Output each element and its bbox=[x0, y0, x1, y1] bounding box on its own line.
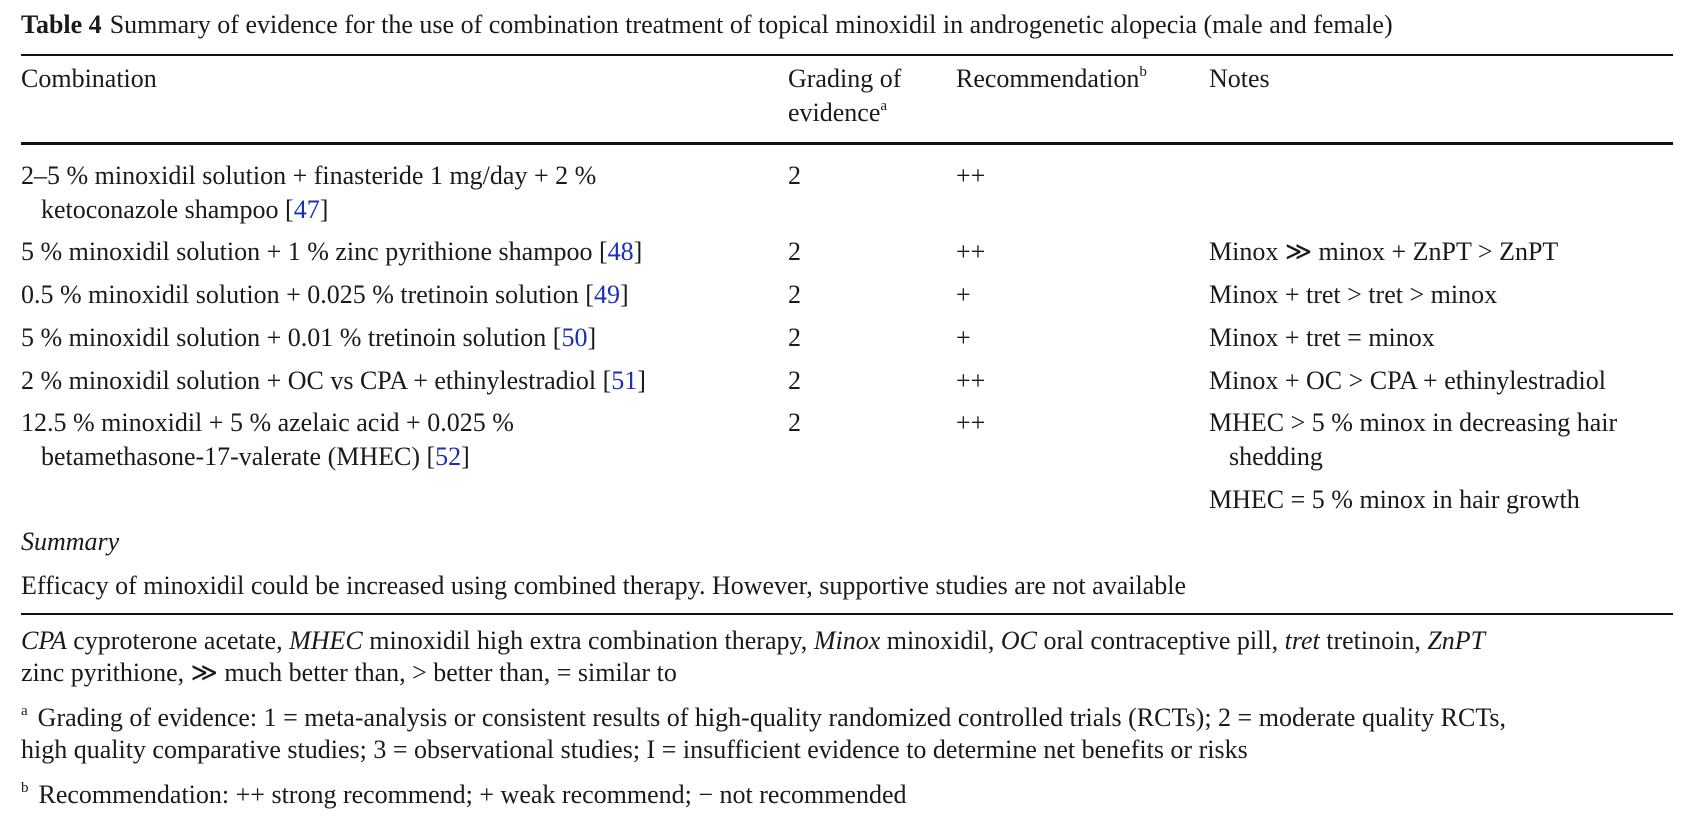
table-row-recommendation: ++ bbox=[956, 237, 986, 266]
abbreviation-definition: cyproterone acetate, bbox=[66, 626, 290, 655]
footnote-a-line1: Grading of evidence: 1 = meta-analysis or consistent results of high-quality randomized controlled trials (RCTs); 2 = moderate quality RCTs, bbox=[37, 703, 1507, 732]
table-row-grading: 2 bbox=[788, 366, 801, 395]
header-recommendation-sup: b bbox=[1139, 64, 1147, 80]
table-row-recommendation: + bbox=[956, 323, 971, 352]
footnote-abbreviations bbox=[21, 625, 1673, 689]
table-caption bbox=[21, 8, 1393, 42]
table-row-combination: 5 % minoxidil solution + 1 % zinc pyrithione shampoo [48] bbox=[21, 237, 643, 266]
header-notes: Notes bbox=[1209, 64, 1270, 93]
footnote-rule bbox=[21, 613, 1673, 615]
abbreviation-term: ZnPT bbox=[1427, 626, 1486, 655]
table-row-notes-extra: MHEC = 5 % minox in hair growth bbox=[1209, 485, 1580, 514]
table-row-recommendation: ++ bbox=[956, 366, 986, 395]
footnote-b-text: Recommendation: ++ strong recommend; + weak recommend; − not recommended bbox=[38, 780, 907, 809]
header-recommendation-label: Recommendation bbox=[956, 64, 1140, 93]
citation-link[interactable]: 48 bbox=[607, 237, 634, 266]
table-label: Table 4 bbox=[21, 10, 102, 39]
table-row-recommendation: ++ bbox=[956, 161, 986, 190]
table-row-combination: 2–5 % minoxidil solution + finasteride 1 mg/day + 2 % ketoconazole shampoo [47] bbox=[21, 161, 597, 224]
citation-link[interactable]: 51 bbox=[611, 366, 638, 395]
footnote-a-marker: a bbox=[21, 703, 28, 719]
header-grading-sup: a bbox=[880, 98, 888, 114]
abbreviation-term: MHEC bbox=[289, 626, 363, 655]
abbreviation-term: OC bbox=[1000, 626, 1037, 655]
top-rule bbox=[21, 54, 1673, 56]
abbreviation-list bbox=[21, 626, 1485, 655]
citation-link[interactable]: 49 bbox=[593, 280, 620, 309]
table-row-combination: 5 % minoxidil solution + 0.01 % tretinoin solution [50] bbox=[21, 323, 597, 352]
summary-title: Summary bbox=[21, 527, 120, 556]
abbreviation-term: tret bbox=[1284, 626, 1320, 655]
citation-link[interactable]: 52 bbox=[435, 442, 462, 471]
table-row-notes: Minox + tret > tret > minox bbox=[1209, 280, 1498, 309]
table-row-recommendation: + bbox=[956, 280, 971, 309]
summary-text: Efficacy of minoxidil could be increased using combined therapy. However, supportive studies are not available bbox=[21, 571, 1186, 600]
abbreviation-definition: minoxidil, bbox=[880, 626, 1001, 655]
abbreviation-line2: zinc pyrithione, ≫ much better than, > better than, = similar to bbox=[21, 658, 677, 687]
citation-link[interactable]: 47 bbox=[293, 195, 320, 224]
abbreviation-definition: tretinoin, bbox=[1319, 626, 1428, 655]
table-row-notes: Minox + tret = minox bbox=[1209, 323, 1435, 352]
citation-link[interactable]: 50 bbox=[561, 323, 588, 352]
table-row-grading: 2 bbox=[788, 237, 801, 266]
table-row-grading: 2 bbox=[788, 161, 801, 190]
header-recommendation bbox=[956, 62, 1147, 96]
abbreviation-definition: minoxidil high extra combination therapy, bbox=[362, 626, 814, 655]
table-row-grading: 2 bbox=[788, 408, 801, 437]
table-row-grading: 2 bbox=[788, 323, 801, 352]
table-row-notes: MHEC > 5 % minox in decreasing hair shedding bbox=[1209, 408, 1618, 471]
table-row-recommendation: ++ bbox=[956, 408, 986, 437]
table-row-notes: Minox + OC > CPA + ethinylestradiol bbox=[1209, 366, 1606, 395]
abbreviation-term: CPA bbox=[21, 626, 67, 655]
header-grading-line2: evidence bbox=[788, 98, 881, 127]
table-row-combination: 0.5 % minoxidil solution + 0.025 % tretinoin solution [49] bbox=[21, 280, 629, 309]
table-row-grading: 2 bbox=[788, 280, 801, 309]
table-row-notes: Minox ≫ minox + ZnPT > ZnPT bbox=[1209, 237, 1559, 266]
header-combination: Combination bbox=[21, 64, 157, 93]
abbreviation-definition: oral contraceptive pill, bbox=[1036, 626, 1285, 655]
table-row-combination: 12.5 % minoxidil + 5 % azelaic acid + 0.025 % betamethasone-17-valerate (MHEC) [52] bbox=[21, 408, 514, 471]
table-title: Summary of evidence for the use of combination treatment of topical minoxidil in androgenetic alopecia (male and female) bbox=[109, 10, 1393, 39]
abbreviation-term: Minox bbox=[813, 626, 881, 655]
header-grading bbox=[788, 62, 901, 130]
header-grading-line1: Grading of bbox=[788, 64, 902, 93]
footnote-a-line2: high quality comparative studies; 3 = observational studies; I = insufficient evidence to determine net benefits or risks bbox=[21, 735, 1248, 764]
footnote-b bbox=[21, 779, 1673, 811]
table-row-combination: 2 % minoxidil solution + OC vs CPA + ethinylestradiol [51] bbox=[21, 366, 646, 395]
footnote-a bbox=[21, 702, 1673, 766]
header-rule bbox=[21, 142, 1673, 145]
footnote-b-marker: b bbox=[21, 780, 29, 796]
